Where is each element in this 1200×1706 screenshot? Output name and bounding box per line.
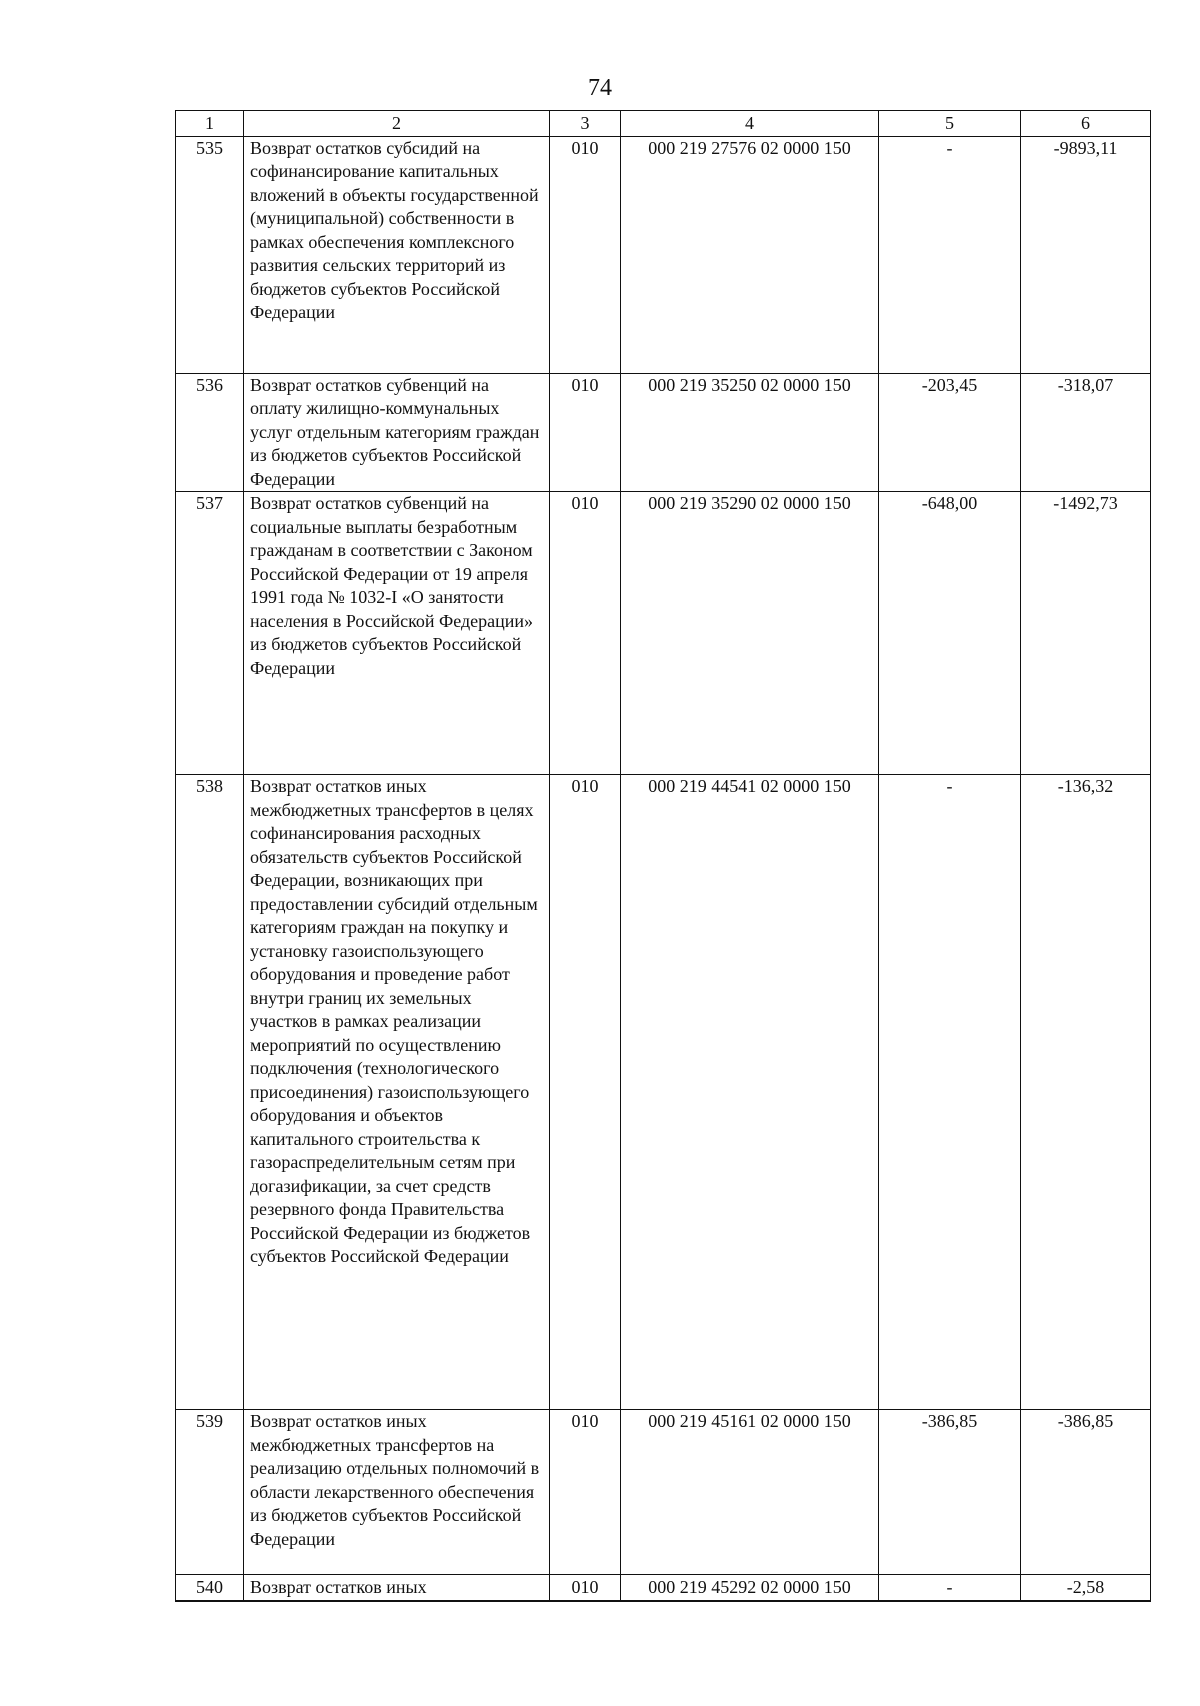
row-number: 536 [176, 373, 244, 492]
row-col3: 010 [550, 492, 621, 775]
row-number: 540 [176, 1575, 244, 1601]
row-code: 000 219 45161 02 0000 150 [621, 1410, 879, 1575]
column-header-1: 1 [176, 111, 244, 137]
row-col3: 010 [550, 1410, 621, 1575]
row-col5: -203,45 [879, 373, 1021, 492]
row-name: Возврат остатков иных межбюджетных трансфертов на реализацию отдельных полномочий в области лекарственного обеспечения из бюджетов субъектов Российской Федерации [244, 1410, 550, 1575]
row-col3: 010 [550, 775, 621, 1410]
column-header-3: 3 [550, 111, 621, 137]
row-code: 000 219 45292 02 0000 150 [621, 1575, 879, 1601]
row-number: 539 [176, 1410, 244, 1575]
row-name: Возврат остатков иных межбюджетных трансфертов в целях софинансирования расходных обязательств субъектов Российской Федерации, возникающих при предоставлении субсидий отдельным категориям граждан на покупку и установку газоиспользующего оборудования и проведение работ внутри границ их земельных участков в рамках реализации мероприятий по осуществлению подключения (технологического присоединения) газоиспользующего оборудования и объектов капитального строительства к газораспределительным сетям при догазификации, за счет средств резервного фонда Правительства Российской Федерации из бюджетов субъектов Российской Федерации [244, 775, 550, 1410]
row-number: 538 [176, 775, 244, 1410]
row-col3: 010 [550, 1575, 621, 1601]
row-col6: -136,32 [1021, 775, 1151, 1410]
row-col6: -2,58 [1021, 1575, 1151, 1601]
row-col3: 010 [550, 136, 621, 373]
row-code: 000 219 35250 02 0000 150 [621, 373, 879, 492]
row-number: 537 [176, 492, 244, 775]
row-code: 000 219 27576 02 0000 150 [621, 136, 879, 373]
row-name: Возврат остатков субвенций на оплату жилищно-коммунальных услуг отдельным категориям граждан из бюджетов субъектов Российской Федерации [244, 373, 550, 492]
row-col5: - [879, 136, 1021, 373]
table-row [176, 775, 1151, 1410]
page-number: 74 [588, 75, 612, 101]
row-number: 535 [176, 136, 244, 373]
row-col6: -386,85 [1021, 1410, 1151, 1575]
row-col3: 010 [550, 373, 621, 492]
row-col6: -318,07 [1021, 373, 1151, 492]
table-row [176, 136, 1151, 373]
column-header-2: 2 [244, 111, 550, 137]
table-row [176, 373, 1151, 492]
row-col6: -1492,73 [1021, 492, 1151, 775]
row-col6: -9893,11 [1021, 136, 1151, 373]
column-header-6: 6 [1021, 111, 1151, 137]
row-code: 000 219 35290 02 0000 150 [621, 492, 879, 775]
table-header-row [176, 111, 1151, 137]
table-row [176, 1410, 1151, 1575]
row-name: Возврат остатков субвенций на социальные выплаты безработным гражданам в соответствии с Законом Российской Федерации от 19 апреля 1991 года № 1032-I «О занятости населения в Российской Федерации» из бюджетов субъектов Российской Федерации [244, 492, 550, 775]
row-code: 000 219 44541 02 0000 150 [621, 775, 879, 1410]
table-row [176, 492, 1151, 775]
row-col5: -648,00 [879, 492, 1021, 775]
row-name: Возврат остатков субсидий на софинансирование капитальных вложений в объекты государственной (муниципальной) собственности в рамках обеспечения комплексного развития сельских территорий из бюджетов субъектов Российской Федерации [244, 136, 550, 373]
row-col5: - [879, 775, 1021, 1410]
table-row [176, 1575, 1151, 1601]
column-header-4: 4 [621, 111, 879, 137]
column-header-5: 5 [879, 111, 1021, 137]
row-name: Возврат остатков иных [244, 1575, 550, 1601]
budget-table [175, 110, 1151, 1602]
row-col5: -386,85 [879, 1410, 1021, 1575]
row-col5: - [879, 1575, 1021, 1601]
